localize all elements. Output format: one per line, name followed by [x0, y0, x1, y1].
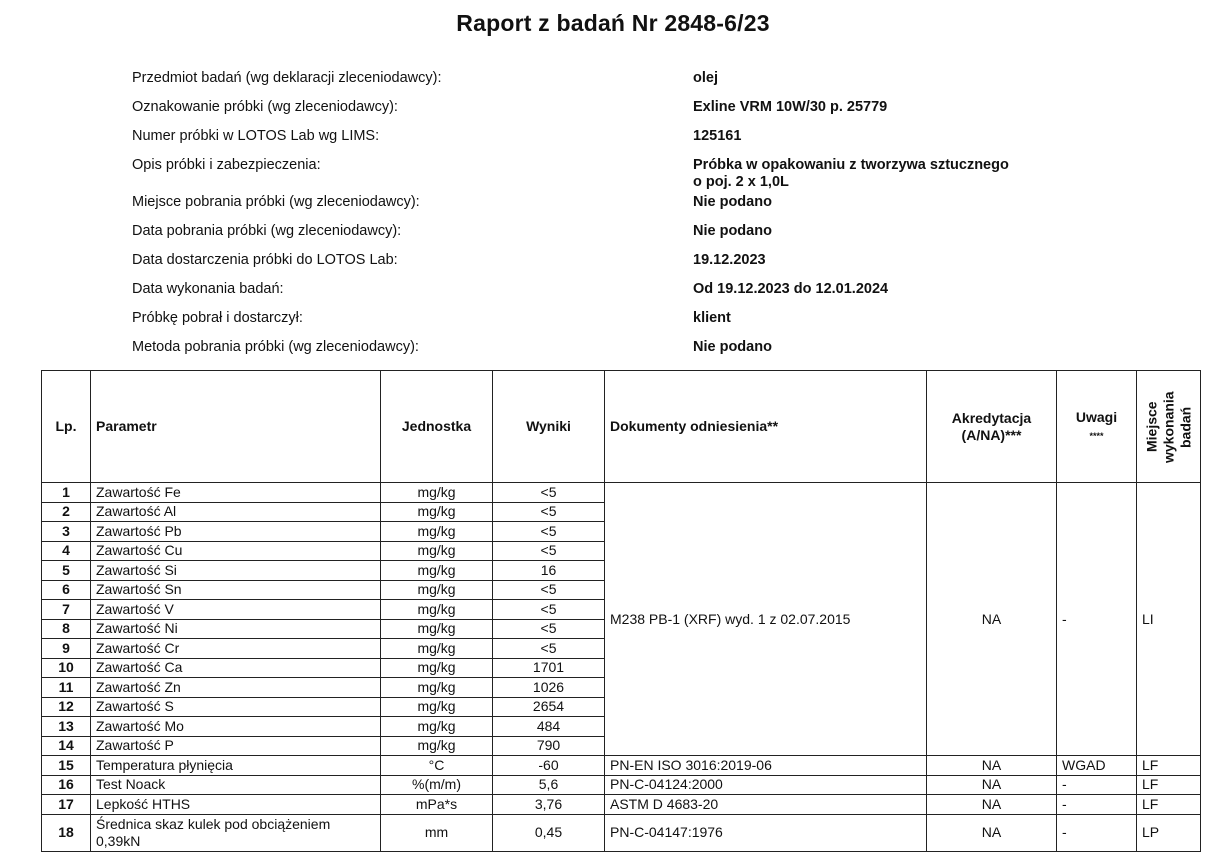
cell-result: 2654	[493, 697, 605, 717]
cell-unit: mm	[381, 814, 493, 851]
meta-row	[132, 252, 1132, 281]
cell-place: LF	[1137, 775, 1201, 795]
meta-row	[132, 281, 1132, 310]
header-lp: Lp.	[42, 371, 91, 483]
cell-param: Zawartość Ca	[91, 658, 381, 678]
table-row	[42, 756, 1201, 776]
meta-value: 125161	[693, 128, 742, 144]
cell-doc: PN-C-04124:2000	[605, 775, 927, 795]
cell-lp: 2	[42, 502, 91, 522]
cell-result: 1701	[493, 658, 605, 678]
cell-unit: mPa*s	[381, 795, 493, 815]
cell-unit: mg/kg	[381, 736, 493, 756]
cell-lp: 6	[42, 580, 91, 600]
cell-result: <5	[493, 522, 605, 542]
cell-unit: mg/kg	[381, 678, 493, 698]
meta-label: Data wykonania badań:	[132, 281, 284, 297]
cell-result: <5	[493, 600, 605, 620]
header-place: Miejsce wykonania badań	[1137, 371, 1201, 483]
cell-lp: 18	[42, 814, 91, 851]
cell-param: Temperatura płynięcia	[91, 756, 381, 776]
cell-unit: mg/kg	[381, 483, 493, 503]
cell-param: Zawartość Mo	[91, 717, 381, 737]
meta-label: Numer próbki w LOTOS Lab wg LIMS:	[132, 128, 380, 144]
header-notes	[1057, 371, 1137, 483]
cell-lp: 17	[42, 795, 91, 815]
cell-doc: PN-C-04147:1976	[605, 814, 927, 851]
cell-lp: 16	[42, 775, 91, 795]
cell-result: <5	[493, 580, 605, 600]
meta-value: olej	[693, 70, 718, 86]
cell-result: <5	[493, 483, 605, 503]
meta-label: Metoda pobrania próbki (wg zleceniodawcy):	[132, 339, 419, 355]
meta-value: Od 19.12.2023 do 12.01.2024	[693, 281, 889, 297]
cell-notes: -	[1057, 814, 1137, 851]
cell-place: LF	[1137, 795, 1201, 815]
cell-lp: 11	[42, 678, 91, 698]
cell-param: Zawartość P	[91, 736, 381, 756]
meta-row	[132, 194, 1132, 223]
cell-unit: mg/kg	[381, 502, 493, 522]
meta-value: 19.12.2023	[693, 252, 766, 268]
header-accreditation-line1: Akredytacja	[951, 409, 1032, 426]
meta-value: klient	[693, 310, 731, 326]
meta-row	[132, 70, 1132, 99]
table-header-row	[42, 371, 1201, 483]
cell-unit: mg/kg	[381, 561, 493, 581]
cell-param: Zawartość Si	[91, 561, 381, 581]
meta-row	[132, 310, 1132, 339]
cell-param: Zawartość V	[91, 600, 381, 620]
meta-value: Nie podano	[693, 194, 772, 210]
cell-param: Średnica skaz kulek pod obciążeniem 0,39kN	[91, 814, 381, 851]
cell-place: LP	[1137, 814, 1201, 851]
cell-lp: 14	[42, 736, 91, 756]
cell-param: Zawartość Al	[91, 502, 381, 522]
cell-notes: -	[1057, 795, 1137, 815]
cell-unit: mg/kg	[381, 697, 493, 717]
cell-unit: mg/kg	[381, 619, 493, 639]
meta-label: Miejsce pobrania próbki (wg zleceniodawcy):	[132, 194, 420, 210]
meta-value-line2: o poj. 2 x 1,0L	[693, 174, 789, 190]
cell-place: LF	[1137, 756, 1201, 776]
header-notes-line1: Uwagi	[1075, 408, 1118, 425]
cell-result: -60	[493, 756, 605, 776]
cell-result: 484	[493, 717, 605, 737]
sample-info	[132, 70, 1132, 368]
report-title: Raport z badań Nr 2848-6/23	[456, 10, 770, 36]
cell-lp: 9	[42, 639, 91, 659]
cell-result: 790	[493, 736, 605, 756]
header-accreditation	[927, 371, 1057, 483]
cell-param: Zawartość Zn	[91, 678, 381, 698]
meta-value: Exline VRM 10W/30 p. 25779	[693, 99, 888, 115]
results-table	[41, 370, 1201, 852]
cell-lp: 7	[42, 600, 91, 620]
cell-unit: mg/kg	[381, 639, 493, 659]
cell-result: 5,6	[493, 775, 605, 795]
cell-unit: mg/kg	[381, 580, 493, 600]
cell-result: <5	[493, 639, 605, 659]
header-accreditation-line2: (A/NA)***	[961, 426, 1022, 443]
meta-value-line1: Próbka w opakowaniu z tworzywa sztucznego	[693, 157, 1009, 173]
table-row	[42, 795, 1201, 815]
cell-notes: -	[1057, 775, 1137, 795]
meta-label: Oznakowanie próbki (wg zleceniodawcy):	[132, 99, 398, 115]
meta-label: Przedmiot badań (wg deklaracji zleceniodawcy):	[132, 70, 442, 86]
meta-row	[132, 99, 1132, 128]
cell-unit: %(m/m)	[381, 775, 493, 795]
meta-label: Próbkę pobrał i dostarczył:	[132, 310, 303, 326]
cell-param: Zawartość Pb	[91, 522, 381, 542]
cell-unit: °C	[381, 756, 493, 776]
cell-accr: NA	[927, 756, 1057, 776]
header-unit: Jednostka	[381, 371, 493, 483]
cell-lp: 13	[42, 717, 91, 737]
meta-row	[132, 157, 1132, 194]
cell-result: 16	[493, 561, 605, 581]
meta-value	[693, 157, 1009, 194]
cell-param: Lepkość HTHS	[91, 795, 381, 815]
cell-lp: 5	[42, 561, 91, 581]
meta-value: Nie podano	[693, 223, 772, 239]
cell-result: <5	[493, 541, 605, 561]
cell-unit: mg/kg	[381, 522, 493, 542]
header-param: Parametr	[91, 371, 381, 483]
meta-label: Data pobrania próbki (wg zleceniodawcy):	[132, 223, 402, 239]
cell-unit: mg/kg	[381, 600, 493, 620]
cell-param: Zawartość Sn	[91, 580, 381, 600]
cell-lp: 1	[42, 483, 91, 503]
cell-result: 3,76	[493, 795, 605, 815]
meta-label: Opis próbki i zabezpieczenia:	[132, 157, 321, 173]
cell-lp: 4	[42, 541, 91, 561]
cell-notes-group: -	[1057, 483, 1137, 756]
cell-notes: WGAD	[1057, 756, 1137, 776]
table-row	[42, 483, 1201, 503]
cell-param: Zawartość Cu	[91, 541, 381, 561]
cell-accr: NA	[927, 795, 1057, 815]
meta-row	[132, 339, 1132, 368]
table-row	[42, 814, 1201, 851]
cell-result: 0,45	[493, 814, 605, 851]
cell-lp: 15	[42, 756, 91, 776]
cell-doc: ASTM D 4683-20	[605, 795, 927, 815]
meta-row	[132, 128, 1132, 157]
cell-lp: 12	[42, 697, 91, 717]
cell-accr: NA	[927, 814, 1057, 851]
cell-param: Zawartość S	[91, 697, 381, 717]
cell-param: Zawartość Cr	[91, 639, 381, 659]
meta-row	[132, 223, 1132, 252]
meta-value: Nie podano	[693, 339, 772, 355]
table-row	[42, 775, 1201, 795]
cell-accr-group: NA	[927, 483, 1057, 756]
meta-label: Data dostarczenia próbki do LOTOS Lab:	[132, 252, 398, 268]
cell-unit: mg/kg	[381, 658, 493, 678]
cell-result: <5	[493, 619, 605, 639]
cell-param: Zawartość Fe	[91, 483, 381, 503]
cell-accr: NA	[927, 775, 1057, 795]
header-docs: Dokumenty odniesienia**	[605, 371, 927, 483]
cell-place-group: LI	[1137, 483, 1201, 756]
cell-param: Zawartość Ni	[91, 619, 381, 639]
cell-result: <5	[493, 502, 605, 522]
header-result: Wyniki	[493, 371, 605, 483]
header-notes-line2: ****	[1089, 430, 1104, 441]
cell-unit: mg/kg	[381, 541, 493, 561]
cell-result: 1026	[493, 678, 605, 698]
cell-doc: PN-EN ISO 3016:2019-06	[605, 756, 927, 776]
cell-doc-group: M238 PB-1 (XRF) wyd. 1 z 02.07.2015	[605, 483, 927, 756]
cell-unit: mg/kg	[381, 717, 493, 737]
cell-lp: 8	[42, 619, 91, 639]
cell-param: Test Noack	[91, 775, 381, 795]
cell-lp: 10	[42, 658, 91, 678]
cell-lp: 3	[42, 522, 91, 542]
